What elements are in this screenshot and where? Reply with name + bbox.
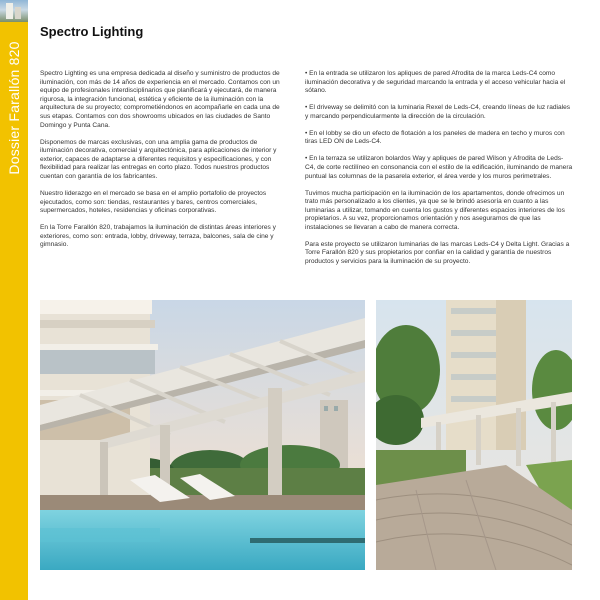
- paragraph: Para este proyecto se utilizaron luminarias de las marcas Leds-C4 y Delta Light. Gracias a Torre Farallón 820 y sus propietarios por confiar en la calidad y garantía de nuestros productos y servicios para la iluminación de su proyecto.: [305, 240, 570, 266]
- terrace-pool-photo: [40, 300, 365, 570]
- side-bar: [0, 0, 28, 600]
- right-text-column: [305, 70, 573, 275]
- paragraph: • En la entrada se utilizaron los apliques de pared Afrodita de la marca Leds-C4 como iluminación decorativa y de seguridad marcando la entrada y el acceso vehicular hacia el sótano.: [305, 70, 566, 95]
- page-title: Spectro Lighting: [40, 24, 144, 39]
- building-thumbnail: [0, 0, 28, 22]
- dossier-label: Dossier Farallón 820: [6, 41, 22, 175]
- paragraph: Tuvimos mucha participación en la iluminación de los apartamentos, donde ofrecimos un trato más personalizado a los clientes, ya que se le brindó asesoría en cuanto a las luminarias a utilizar, tomando en cuenta los gustos y diferentes espacios interiores de los propietarios. A su vez, proporcionamos orientación y nos aseguramos de que las instalaciones se llevaran a cabo de manera correcta.: [305, 189, 565, 231]
- paragraph: Spectro Lighting es una empresa dedicada al diseño y suministro de productos de iluminación, con más de 14 años de experiencia en el mercado. Contamos con un equipo de profesionales interdisciplinarios que planificará y ejecutará, de manera rigurosa, la integración funcional, estética y eficiente de la iluminación con la arquitectura de su proyecto; comprometiéndonos en acompañarle en cada una de sus etapas. Contamos con dos showrooms ubicados en las ciudades de Santo Domingo y Punta Cana.: [40, 70, 280, 129]
- paragraph: • El driveway se delimitó con la luminaria Rexel de Leds-C4, creando líneas de luz radiales y marcando perpendicularmente la dirección de la circulación.: [305, 104, 571, 120]
- left-text-column: [40, 70, 286, 258]
- driveway-photo: [376, 300, 572, 570]
- paragraph: • En el lobby se dio un efecto de flotación a los paneles de madera en techo y muros con tiras LED ON de Leds-C4.: [305, 129, 565, 146]
- paragraph: • En la terraza se utilizaron bolardos Way y apliques de pared Wilson y Afrodita de Leds-C4, de corte rectilíneo en consonancia con el estilo de la edificación, iluminando de manera puntual las columnas de la pasarela exterior, el área verde y los muros perimetrales.: [305, 155, 573, 180]
- paragraph: Disponemos de marcas exclusivas, con una amplia gama de productos de iluminación decorativa, comercial y arquitectónica, para aplicaciones de interior y exterior, capaces de adaptarse a diferentes requisitos y especificaciones, y con flexibilidad para realizar las entregas en corto plazo. Todos nuestros productos cuentan con garantía de los fabricantes.: [40, 138, 277, 180]
- paragraph: Nuestro liderazgo en el mercado se basa en el amplio portafolio de proyectos ejecutados, como son: tiendas, restaurantes y bares, centros comerciales, supermercados, hoteles, residencias y oficinas corporativas.: [40, 189, 267, 215]
- paragraph: En la Torre Farallón 820, trabajamos la iluminación de distintas áreas interiores y exteriores, como son: entrada, lobby, driveway, terraza, balcones, sala de cine y gimnasio.: [40, 224, 276, 249]
